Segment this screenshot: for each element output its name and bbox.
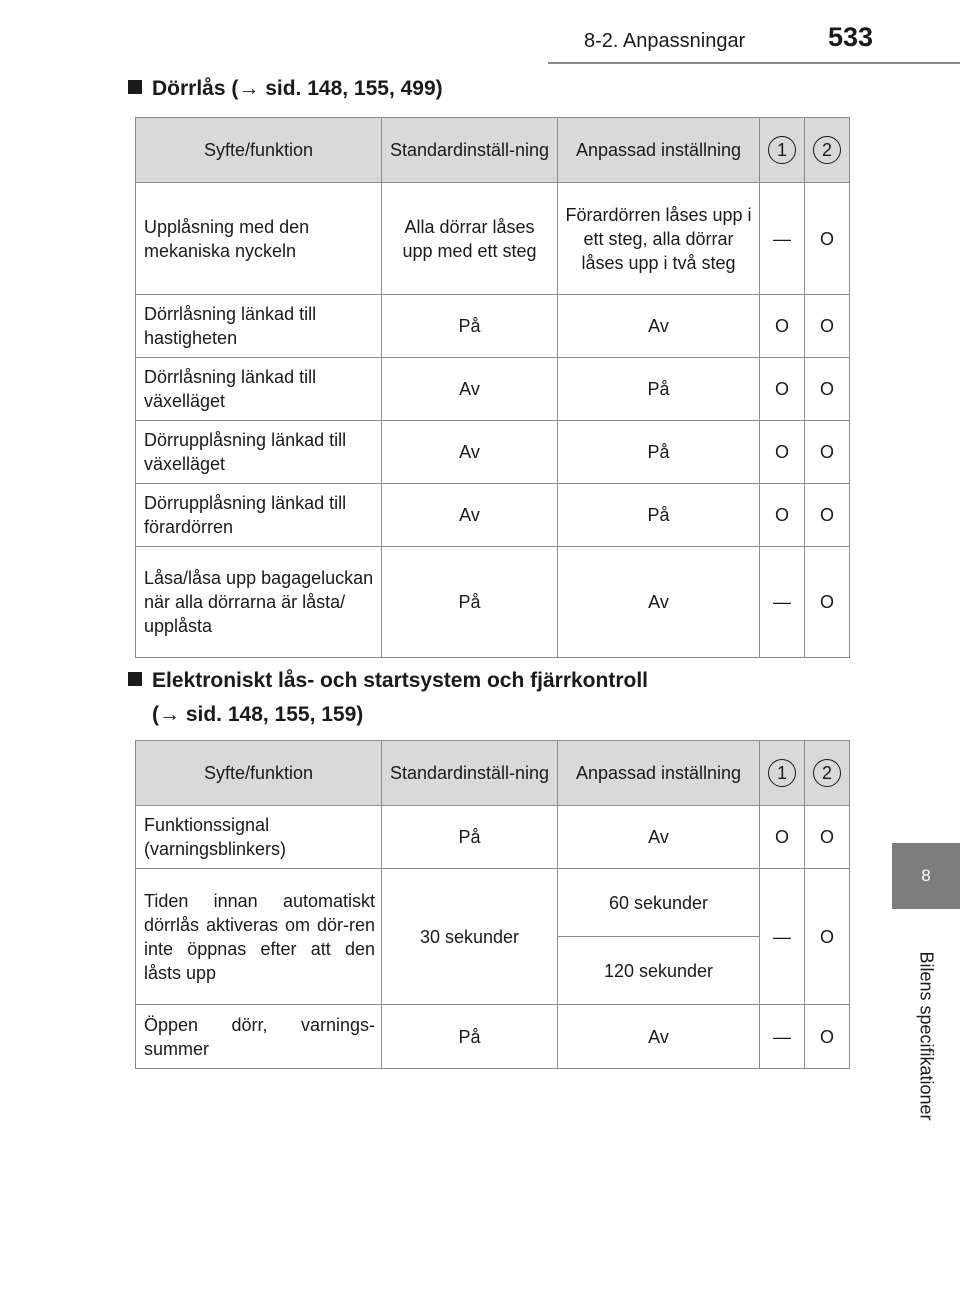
- header-divider: [548, 62, 960, 64]
- arrow-right-icon: →: [159, 703, 180, 726]
- table-row: [136, 183, 850, 295]
- cell-default: Alla dörrar låses upp med ett steg: [382, 183, 558, 295]
- cell-default: Av: [382, 358, 558, 421]
- cell-c2: O: [805, 484, 850, 547]
- cell-c1: —: [760, 869, 805, 1005]
- table-row: [136, 295, 850, 358]
- cell-default: På: [382, 806, 558, 869]
- cell-c1: —: [760, 1005, 805, 1069]
- cell-c1: O: [760, 806, 805, 869]
- cell-c1: O: [760, 484, 805, 547]
- heading-page-ref: sid. 148, 155, 159): [180, 703, 364, 726]
- col-header-purpose: Syfte/funktion: [136, 741, 382, 806]
- circled-number-2: 2: [813, 136, 841, 164]
- col-header-1: [760, 118, 805, 183]
- cell-c1: —: [760, 183, 805, 295]
- circled-number-1: 1: [768, 759, 796, 787]
- cell-custom-option-a: 60 sekunder: [558, 869, 760, 937]
- cell-custom: På: [558, 358, 760, 421]
- cell-c1: O: [760, 358, 805, 421]
- cell-c2: O: [805, 806, 850, 869]
- table-row: [136, 806, 850, 869]
- cell-custom: Av: [558, 806, 760, 869]
- page-number: 533: [828, 22, 874, 52]
- cell-c2: O: [805, 547, 850, 658]
- cell-custom: Av: [558, 295, 760, 358]
- table-row: [136, 869, 850, 937]
- cell-c2: O: [805, 183, 850, 295]
- cell-purpose: Öppen dörr, varnings-summer: [136, 1005, 382, 1069]
- cell-custom-option-b: 120 sekunder: [558, 937, 760, 1005]
- smart-entry-settings-table: [135, 740, 850, 1069]
- table-header-row: [136, 118, 850, 183]
- cell-c2: O: [805, 1005, 850, 1069]
- chapter-tab-label: Bilens specifikationer: [916, 951, 937, 1121]
- heading-page-ref: sid. 148, 155, 499): [259, 77, 443, 100]
- cell-c1: —: [760, 547, 805, 658]
- col-header-1: [760, 741, 805, 806]
- cell-purpose: Dörrupplåsning länkad till växelläget: [136, 421, 382, 484]
- cell-purpose: Tiden innan automatiskt dörrlås aktiveras om dör-ren inte öppnas efter att den låsts upp: [136, 869, 382, 1005]
- col-header-2: [805, 741, 850, 806]
- cell-purpose: Dörrupplåsning länkad till förardörren: [136, 484, 382, 547]
- heading-text: Dörrlås (: [152, 77, 239, 100]
- cell-purpose: Dörrlåsning länkad till växelläget: [136, 358, 382, 421]
- cell-default: 30 sekunder: [382, 869, 558, 1005]
- cell-c2: O: [805, 421, 850, 484]
- table-header-row: [136, 741, 850, 806]
- table-row: [136, 547, 850, 658]
- section-heading-smart-entry: [128, 666, 648, 730]
- cell-purpose: Funktionssignal (varningsblinkers): [136, 806, 382, 869]
- cell-default: Av: [382, 484, 558, 547]
- cell-custom: På: [558, 484, 760, 547]
- cell-c1: O: [760, 295, 805, 358]
- cell-custom: Förardörren låses upp i ett steg, alla dörrar låses upp i två steg: [558, 183, 760, 295]
- cell-default: På: [382, 1005, 558, 1069]
- heading-text: Elektroniskt lås- och startsystem och fjärrkontroll: [152, 669, 648, 692]
- col-header-default: Standardinställ-ning: [382, 118, 558, 183]
- table-row: [136, 421, 850, 484]
- cell-c2: O: [805, 295, 850, 358]
- table-row: [136, 358, 850, 421]
- cell-purpose: Upplåsning med den mekaniska nyckeln: [136, 183, 382, 295]
- arrow-right-icon: →: [238, 77, 260, 100]
- cell-default: På: [382, 295, 558, 358]
- chapter-tab: 8: [892, 843, 960, 909]
- cell-c2: O: [805, 358, 850, 421]
- cell-custom: Av: [558, 1005, 760, 1069]
- circled-number-2: 2: [813, 759, 841, 787]
- heading-paren: (: [152, 703, 159, 726]
- cell-c2: O: [805, 869, 850, 1005]
- col-header-2: [805, 118, 850, 183]
- square-bullet-icon: [128, 80, 142, 94]
- cell-purpose: Låsa/låsa upp bagageluckan när alla dörrarna är låsta/ upplåsta: [136, 547, 382, 658]
- cell-purpose: Dörrlåsning länkad till hastigheten: [136, 295, 382, 358]
- table-row: [136, 484, 850, 547]
- cell-c1: O: [760, 421, 805, 484]
- cell-custom: På: [558, 421, 760, 484]
- cell-default: På: [382, 547, 558, 658]
- circled-number-1: 1: [768, 136, 796, 164]
- col-header-default: Standardinställ-ning: [382, 741, 558, 806]
- col-header-custom: Anpassad inställning: [558, 118, 760, 183]
- col-header-purpose: Syfte/funktion: [136, 118, 382, 183]
- cell-custom: Av: [558, 547, 760, 658]
- col-header-custom: Anpassad inställning: [558, 741, 760, 806]
- running-header-section: 8-2. Anpassningar: [584, 30, 746, 52]
- cell-default: Av: [382, 421, 558, 484]
- section-heading-door-locks: [128, 74, 443, 104]
- square-bullet-icon: [128, 672, 142, 686]
- door-lock-settings-table: [135, 117, 850, 658]
- table-row: [136, 1005, 850, 1069]
